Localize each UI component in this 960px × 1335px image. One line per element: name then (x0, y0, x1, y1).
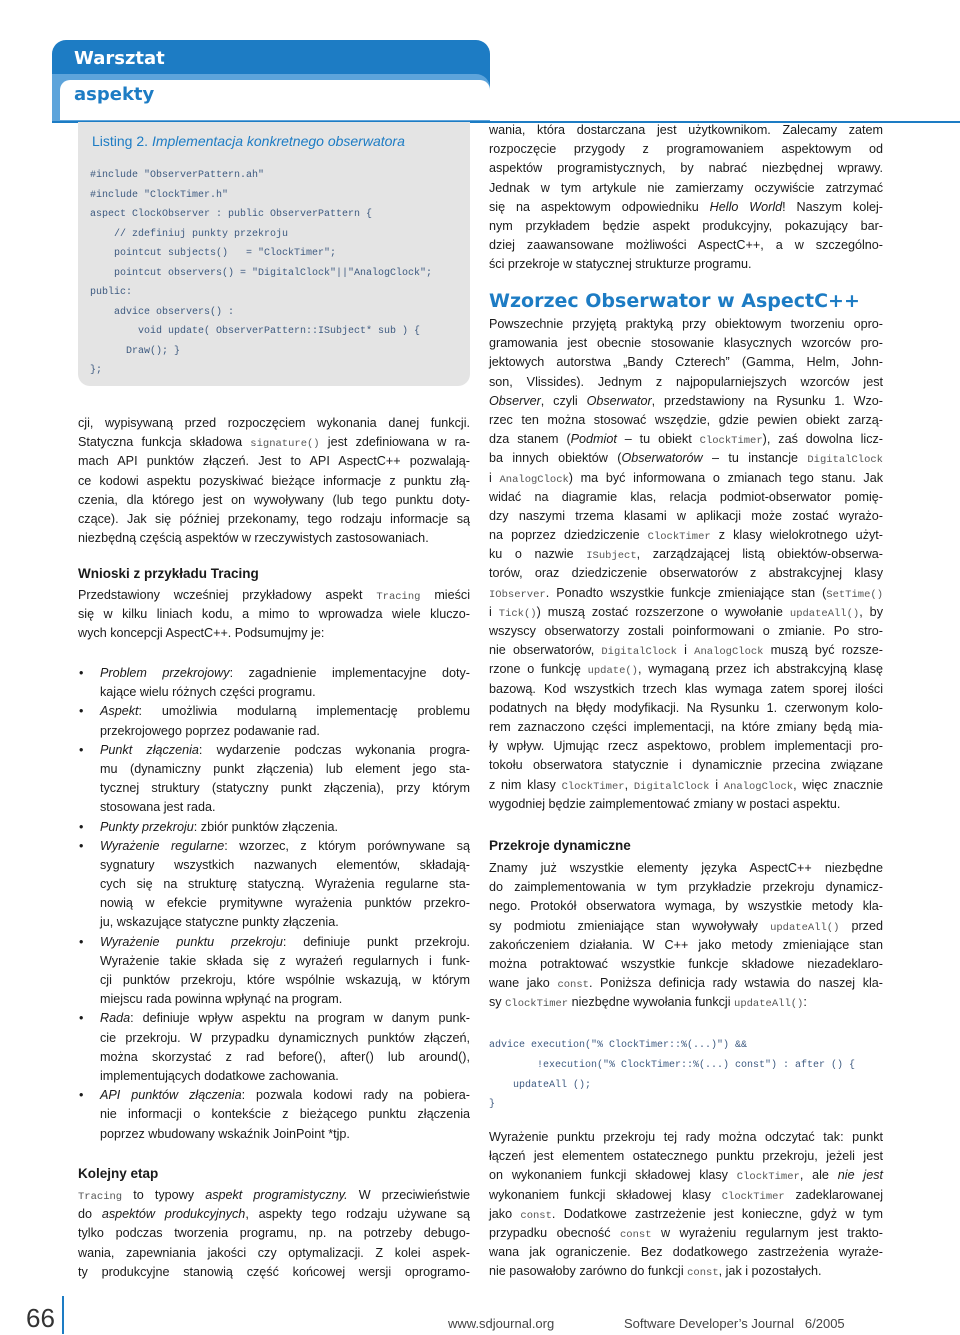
bullet-icon: • (79, 1011, 84, 1026)
concept-list-item (78, 818, 470, 837)
code-term: SetTime() (826, 588, 883, 601)
concept-list-item (78, 741, 470, 818)
left-paragraph-2 (78, 586, 470, 644)
text-line: wane jako const. Poniższa definicja rady wstawia do naszej kla- (489, 976, 883, 992)
text-line: wykonaniem funkcji składowej klasy ClockTimer zadeklarowanej (489, 1187, 884, 1203)
text-line: ły wpływ. Ujmując rzecz aspektowo, problem implementacji pro- (489, 739, 883, 754)
text-line: czące). Jak się później przekonamy, tego rodzaju informacje są (78, 511, 470, 526)
code-term: const (520, 1209, 552, 1222)
section-subtitle: aspekty (74, 84, 155, 105)
text-line: widać na diagramie klas, relacja podmiot-obserwator pomię- (489, 489, 883, 504)
text-line: wana jak ograniczenie. Bez dodatkowego zastrzeżenia wyraże- (489, 1245, 883, 1260)
code-term: AnalogClock (499, 473, 569, 486)
text-line: implementujących dodatkowe zachowania. (100, 1068, 339, 1083)
listing-caption: Implementacja konkretnego obserwatora (151, 133, 405, 149)
text-line: torów, oraz dziedziczenie obserwatorów z abstrakcyjnej klasy (489, 566, 883, 581)
text-line: ba innych obiektów (Obserwatorów – tu instancje DigitalClock (489, 451, 883, 467)
text-line: Problem przekrojowy: zagadnienie implementacyjne doty- (100, 666, 470, 680)
text-line: Punkty przekroju: zbiór punktów złączenia. (100, 819, 338, 834)
text-line: tycznej struktury (statyczny punkt złączenia), przy którym (100, 781, 470, 796)
text-line: Statyczna funkcja składowa signature() jest zdefiniowana w ra- (78, 435, 470, 451)
code-term: AnalogClock (694, 646, 764, 659)
text-line: ju, wskazujące statyczne punkty złączenia. (100, 915, 339, 930)
text-line: jektowych autorstwa „Bandy Czterech” (Gamma, Helm, John- (489, 355, 883, 370)
bullet-icon: • (79, 934, 84, 949)
concept-list-item (78, 1009, 470, 1086)
text-line: i AnalogClock) ma być informowana o zmianach tego stanu. Jak (489, 470, 883, 486)
text-line: stosowana jest rada. (100, 800, 216, 815)
concept-list-item (78, 837, 470, 933)
code-line: #include "ClockTimer.h" (90, 189, 229, 201)
text-line: Tracing to typowy aspekt programistyczny. W przeciwieństwie (78, 1188, 470, 1203)
text-line: rzec ten można stosować wszędzie, gdzie pewien obiekt zarzą- (489, 412, 883, 427)
emphasis-text: Rada (100, 1011, 131, 1026)
text-line: można potraktować wszystkie funkcje składowe niezadeklaro- (489, 956, 883, 971)
code-term: signature() (250, 438, 320, 451)
text-line: tokołu obserwatora statycznie i dynamicznie przecina związane (489, 758, 883, 773)
text-line: do zaimplementowania w tym przykładzie przekroju dynamicz- (489, 880, 883, 895)
section-title: Warsztat (74, 48, 165, 69)
text-line: nowią w efekcie prymitywne wyrażenia punktów przekro- (100, 896, 470, 911)
code-line: advice observers() : (90, 306, 235, 318)
code-line: } (489, 1099, 496, 1111)
text-line: cych się na strukturę statyczną. Wyrażenia regularne sta- (100, 877, 470, 892)
concept-list-item (78, 702, 470, 740)
text-line: zakończeniem działania. W C++ jako metody zmieniające stan (489, 937, 883, 952)
code-line: aspect ClockObserver : public ObserverPattern { (90, 209, 373, 220)
code-line: pointcut subjects() = "ClockTimer"; (90, 248, 337, 259)
code-term: update() (587, 665, 638, 678)
code-term: after() (340, 1049, 374, 1064)
text-line: Aspekt: umożliwia modularną implementację problemu (100, 704, 470, 719)
advice-code-snippet (489, 1036, 855, 1115)
text-line: Znamy już wszystkie elementy języka AspectC++ niezbędne (489, 861, 883, 875)
text-line: ści przekroje w statycznej strukturze programu. (489, 257, 752, 272)
text-line: wszyscy obserwatorzy zostali poinformowani o zmianie. Po stro- (489, 624, 883, 638)
heading-tracing-conclusions: Wnioski z przykładu Tracing (78, 566, 259, 581)
code-line: // zdefiniuj punkty przekroju (90, 228, 289, 240)
code-term: before() (278, 1049, 323, 1064)
emphasis-text: Podmiot (570, 432, 617, 447)
text-line: wania, która dostarczana jest użytkownikom. Zalecamy zatem (489, 123, 883, 137)
text-line: bazową. Kod wszystkich trzech klas wymaga zatem sporej ilości (489, 681, 883, 696)
code-term: DigitalClock (633, 780, 710, 793)
code-term: ClockTimer (647, 531, 711, 544)
right-paragraph-1 (489, 121, 883, 275)
text-line: sy ClockTimer niezbędne wywołania funkcji updateAll(): (489, 995, 807, 1011)
text-line: mach API punktów złączeń. Jest to API AspectC++ pozwalają- (78, 454, 470, 469)
bullet-icon: • (79, 819, 84, 834)
text-line: można skorzystać z rad before(), after() lub around(), (100, 1049, 470, 1064)
emphasis-text: nie jest (837, 1168, 883, 1183)
bullet-icon: • (79, 742, 84, 757)
text-line: przypadku obecność const w wyrażeniu regularnym jest trakto- (489, 1225, 883, 1241)
left-paragraph-3 (78, 1186, 470, 1282)
text-line: Wyrażenie takie składa się z wyrażeń regularnych i funk- (100, 953, 470, 968)
text-line: się na aspektowym odpowiedniku Hello World! Naszym kolej- (489, 199, 884, 214)
listing-code (78, 166, 432, 381)
text-line: dzy naszymi trzema klasami w aplikacji może zostać wyrażo- (489, 508, 883, 523)
bullet-icon: • (79, 838, 84, 853)
text-line: podatnych na błędy modyfikacji. Na Rysunku 1. czerwonym kolo- (489, 700, 883, 715)
text-line: Wyrażenie punktu przekroju: definiuje punkt przekroju. (100, 934, 471, 949)
text-line: nym przykładem będzie aspekt produkcyjny, pokazujący bar- (489, 218, 883, 233)
text-line: sygnatury wszystkich nazwanych elementów, składają- (100, 857, 470, 872)
heading-next-step: Kolejny etap (78, 1166, 159, 1181)
code-term: ClockTimer (721, 1190, 785, 1203)
emphasis-text: Wyrażenie punktu przekroju (100, 934, 283, 949)
text-line: rozpoczęcie przygody z programowaniem aspektowym od (489, 142, 883, 157)
code-term: DigitalClock (807, 454, 883, 467)
right-paragraph-3 (489, 859, 883, 1013)
code-term: const (687, 1267, 719, 1280)
text-line: rem zaznaczono części implementacji, na które zmiany będą mia- (489, 719, 883, 734)
emphasis-text: Aspekt (100, 704, 139, 719)
text-line: Punkt złączenia: wydarzenie podczas wykonania progra- (100, 742, 470, 757)
footer-rule (62, 1296, 64, 1334)
emphasis-text: Obserwator (586, 393, 652, 408)
text-line: miejscu rada powinna wpłynąć na program. (100, 992, 343, 1007)
text-line: jako const. Dodatkowe zastrzeżenie jest konieczne, gdyż w tym (489, 1206, 883, 1222)
right-paragraph-4 (489, 1128, 883, 1282)
code-term: AnalogClock (723, 780, 794, 793)
text-line: na poprzez dziedziczenie ClockTimer z klasy wielokrotnego użyt- (489, 528, 883, 544)
bullet-icon: • (79, 666, 84, 680)
code-term: DigitalClock (601, 646, 677, 659)
code-line: void update( ObserverPattern::ISubject* sub ) { (90, 326, 421, 337)
code-line: pointcut observers() = "DigitalClock"||"AnalogClock"; (90, 267, 433, 279)
text-line: dziej zaawansowane możliwości AspectC++, a w szczególno- (489, 238, 883, 253)
text-line: rzone o funkcję update(), wymaganą przez ich abstrakcyjną klasę (489, 662, 883, 678)
code-term: around() (418, 1049, 467, 1064)
listing-number: Listing 2. (92, 133, 149, 149)
code-term: updateAll() (770, 921, 840, 934)
emphasis-text: Problem przekrojowy (100, 666, 230, 680)
text-line: Wyrażenie punktu przekroju tej rady można odczytać tak: punkt (489, 1130, 883, 1144)
emphasis-text: Obserwatorów (621, 451, 703, 466)
code-term: ClockTimer (505, 998, 569, 1011)
code-term: Tick() (498, 607, 537, 620)
text-line: on wykonaniem funkcji składowej klasy ClockTimer, ale nie jest (489, 1168, 883, 1184)
right-paragraph-2 (489, 315, 883, 814)
text-line: ku o nazwie ISubject, zarządzającej listą obiektów-obserwa- (489, 547, 883, 563)
text-line: cie przekroju. W przypadku dynamicznych punktów złączeń, (100, 1030, 470, 1045)
text-line: wych koncepcji AspectC++. Podsumujmy je: (78, 626, 325, 641)
text-line: Wyrażenie regularne: wzorzec, z którym porównywane są (100, 838, 470, 853)
text-line: son, Vlissides). Jednym z najpopularniejszych wzorców jest (489, 374, 883, 389)
text-line: nie pasowałoby zarówno do funkcji const, jak i pozostałych. (489, 1264, 822, 1280)
text-line: aspektów programistycznych, by nabrać niezbędnej wprawy. (489, 161, 883, 176)
text-line: cji, wypisywaną przed rozpoczęciem wykonania danej funkcji. (78, 416, 470, 430)
left-paragraph-1 (78, 414, 470, 548)
text-line: Przedstawiony wcześniej przykładowy aspekt Tracing mieści (78, 588, 470, 603)
text-line: IObserver. Ponadto wszystkie funkcje zmieniające stan (SetTime() (489, 585, 883, 601)
footer-journal: Software Developer’s Journal 6/2005 (624, 1316, 845, 1331)
text-line: łączeń jest elementem ostatecznego punktu przekroju, jeżeli jest (489, 1149, 883, 1164)
text-line: z nim klasy ClockTimer, DigitalClock i AnalogClock, więc znacznie (489, 777, 884, 793)
code-term: ClockTimer (561, 780, 625, 793)
text-line: ty produkcyjne stanowią część końcowej wersji oprogramo- (78, 1264, 470, 1279)
text-line: poprzez wbudowany wskaźnik JoinPoint *tjp. (100, 1126, 350, 1141)
text-line: czenia, dla którego jest on wywoływany (lub tego punktu doty- (78, 492, 470, 507)
text-line: kające wielu różnych części programu. (100, 685, 316, 700)
code-term: updateAll() (734, 998, 804, 1011)
code-term: IObserver (489, 588, 546, 601)
code-term: const (557, 979, 589, 992)
code-term: ISubject (586, 550, 637, 563)
emphasis-text: Hello World (709, 199, 783, 214)
code-term: Tracing (376, 591, 421, 603)
text-line: przekrojowego poprzez podawanie rad. (100, 723, 320, 738)
concept-list-item (78, 1086, 470, 1144)
text-line: tylko podczas tworzenia programu, np. na potrzeby debugo- (78, 1226, 470, 1241)
text-line: się w kilku liniach kodu, a mimo to wprowadza wiele kluczo- (78, 607, 470, 622)
code-term: updateAll() (789, 607, 860, 620)
concept-list-item (78, 664, 470, 702)
text-line: cji punktów przekroju, które wspólnie wskazują, w którym (100, 973, 470, 987)
emphasis-text: Observer (489, 393, 541, 408)
text-line: nie informacji o kontekście z bieżącego punktu złączenia (100, 1107, 470, 1122)
code-line: }; (90, 365, 103, 376)
emphasis-text: aspektów produkcyjnych (101, 1207, 246, 1222)
text-line: nie obserwatorów, DigitalClock i AnalogClock muszą być rozsze- (489, 643, 884, 659)
code-term: Tracing (78, 1191, 123, 1203)
text-line: Observer, czyli Obserwator, przedstawiony na Rysunku 1. Wzo- (489, 393, 883, 408)
text-line: niezbędną częścią aspektów w rzeczywistych zastosowaniach. (78, 531, 429, 546)
emphasis-text: Wyrażenie regularne (100, 838, 225, 853)
heading-dynamic-pointcuts: Przekroje dynamiczne (489, 838, 631, 853)
page-number: 66 (26, 1303, 55, 1333)
footer-url: www.sdjournal.org (448, 1316, 555, 1331)
emphasis-text: Punkty przekroju (100, 819, 194, 834)
heading-observer-pattern: Wzorzec Obserwator w AspectC++ (489, 290, 860, 312)
emphasis-text: aspekt programistyczny. (205, 1188, 348, 1202)
text-line: dza stanem (Podmiot – tu obiekt ClockTimer), zaś dowolna licz- (489, 432, 884, 448)
text-line: sy podmiotu zmieniające stan wywoływały updateAll() przed (489, 918, 883, 934)
bullet-icon: • (79, 704, 84, 719)
concept-list (78, 664, 470, 1144)
text-line: wania, zapewniania jakości czy optymalizacji. Z kolei aspek- (78, 1245, 470, 1260)
text-line: gramowania jest obecnie stosowanie klasycznych wzorców pro- (489, 336, 883, 351)
code-line: #include "ObserverPattern.ah" (90, 170, 265, 181)
code-line: Draw(); } (90, 345, 181, 357)
code-term: ClockTimer (736, 1171, 800, 1184)
code-line: public: (90, 287, 133, 298)
emphasis-text: API punktów złączenia (100, 1088, 242, 1103)
code-term: ClockTimer (699, 435, 763, 448)
code-term: const (619, 1228, 652, 1241)
code-line: advice execution("% ClockTimer::%(...)") && (489, 1040, 748, 1051)
text-line: Jednak w tym artykule nie zamierzamy oczywiście zatrzymać (489, 180, 883, 195)
text-line: Powszechnie przyjętą praktyką przy obiektowym tworzeniu opro- (489, 317, 883, 331)
bullet-icon: • (79, 1088, 84, 1103)
emphasis-text: Punkt złączenia (100, 742, 199, 757)
text-line: Rada: definiuje wpływ aspektu na program w danym punk- (100, 1011, 470, 1026)
text-line: wygodniej będzie zaimplementować zmiany w postaci aspektu. (489, 796, 841, 811)
text-line: i Tick()) muszą zostać rozszerzone o wywołanie updateAll(), by (489, 604, 883, 620)
text-line: do aspektów produkcyjnych, aspekty tego rodzaju używane są (78, 1207, 471, 1222)
text-line: API punktów złączenia: pozwala kodowi rady na pobiera- (100, 1088, 470, 1103)
code-line: !execution("% ClockTimer::%(...) const") : after () { (489, 1059, 856, 1071)
concept-list-item (78, 933, 470, 1010)
text-line: mu (dynamiczny punkt złączenia) lub element jego sta- (100, 761, 470, 776)
listing-title (92, 133, 405, 149)
code-listing (78, 122, 470, 386)
text-line: ce kodowi aspektu pozyskiwać bieżące informacje z punktu złą- (78, 473, 470, 488)
code-term: JoinPoint *tjp (272, 1126, 347, 1141)
text-line: nego. Protokół obserwatora wymaga, by wszystkie metody kla- (489, 899, 883, 914)
code-line: updateAll (); (489, 1079, 592, 1091)
